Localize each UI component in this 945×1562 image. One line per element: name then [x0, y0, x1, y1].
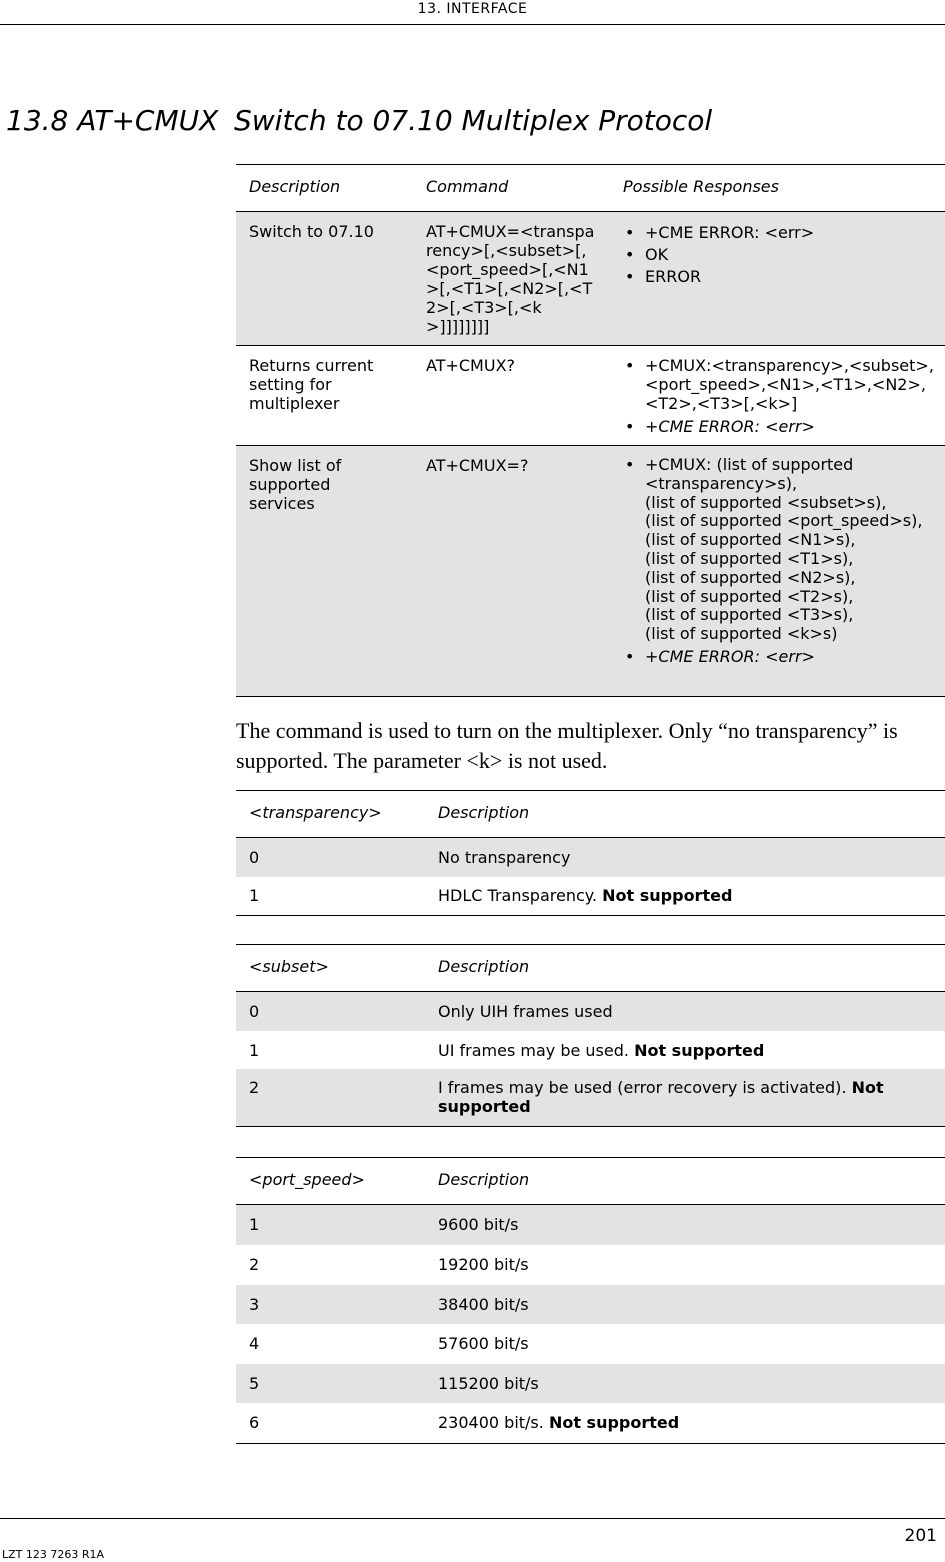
header-description: Description: [438, 1170, 530, 1189]
param-value: 1: [249, 1215, 260, 1234]
command-table-header: [236, 164, 945, 212]
command-syntax: AT+CMUX?: [426, 356, 516, 375]
response-item: • OK: [623, 244, 938, 266]
param-description: 57600 bit/s: [438, 1334, 529, 1353]
command-row: [236, 212, 945, 346]
subset-table-header: [236, 944, 945, 992]
table-row: [236, 1069, 945, 1127]
command-description: Returns current setting for multiplexer: [249, 356, 374, 413]
param-value: 2: [249, 1255, 260, 1274]
param-description: Only UIH frames used: [438, 1002, 613, 1021]
subset-table: [236, 944, 945, 1127]
param-description: 9600 bit/s: [438, 1215, 519, 1234]
header-description: Description: [438, 957, 530, 976]
param-value: 1: [249, 1041, 260, 1060]
header-description: Description: [438, 803, 530, 822]
param-value: 4: [249, 1334, 260, 1353]
response-item: • +CMUX: (list of supported <transparency>s), (list of supported <subset>s), (list of supported <port_speed>s), (list of supported <N1>s), (list of supported <T1>s), (list of supported <N2>s), (list of supported <T2>s), (list of supported <T3>s), (list of supported <k>s): [623, 456, 938, 644]
header-description: Description: [249, 177, 341, 196]
section-title: [6, 104, 712, 137]
body-paragraph: The command is used to turn on the multiplexer. Only “no transparency” is supported. The parameter <k> is not used.: [236, 718, 898, 773]
table-row: [236, 1031, 945, 1069]
table-row: [236, 1403, 945, 1444]
header-command: Command: [426, 177, 509, 196]
command-table: [236, 164, 945, 697]
table-row: [236, 1285, 945, 1324]
response-item: • ERROR: [623, 266, 938, 288]
param-description: I frames may be used (error recovery is activated). Not supported: [438, 1078, 884, 1116]
param-description: No transparency: [438, 848, 571, 867]
table-row: [236, 1205, 945, 1245]
param-value: 6: [249, 1413, 260, 1432]
table-row: [236, 1324, 945, 1364]
header-parameter: <transparency>: [249, 803, 382, 822]
not-supported-note: Not supported: [438, 1078, 884, 1116]
response-item: • +CMUX:<transparency>,<subset>,<port_speed>,<N1>,<T1>,<N2>,<T2>,<T3>[,<k>]: [623, 356, 938, 413]
command-syntax: AT+CMUX=?: [426, 456, 529, 475]
table-row: [236, 838, 945, 877]
not-supported-note: Not supported: [548, 1413, 680, 1432]
response-list: [623, 222, 938, 288]
param-value: 1: [249, 886, 260, 905]
response-item: • +CME ERROR: <err>: [623, 648, 938, 667]
param-value: 5: [249, 1374, 260, 1393]
table-row: [236, 992, 945, 1031]
response-list: [623, 456, 938, 667]
param-value: 2: [249, 1078, 260, 1097]
response-item: • +CME ERROR: <err>: [623, 222, 938, 244]
not-supported-note: Not supported: [602, 886, 733, 905]
port-speed-table: [236, 1157, 945, 1444]
param-description: 230400 bit/s. Not supported: [438, 1413, 680, 1432]
port-speed-table-header: [236, 1157, 945, 1205]
param-description: HDLC Transparency. Not supported: [438, 886, 733, 905]
table-row: [236, 1245, 945, 1285]
section-heading: Switch to 07.10 Multiplex Protocol: [234, 104, 713, 137]
table-row: [236, 1364, 945, 1403]
param-description: UI frames may be used. Not supported: [438, 1041, 765, 1060]
param-value: 0: [249, 848, 260, 867]
not-supported-note: Not supported: [634, 1041, 765, 1060]
footer-rule: [0, 1518, 945, 1519]
header-parameter: <subset>: [249, 957, 329, 976]
param-description: 115200 bit/s: [438, 1374, 539, 1393]
running-header: 13. INTERFACE: [0, 0, 945, 25]
transparency-table-header: [236, 790, 945, 838]
table-row: [236, 877, 945, 916]
header-possible-responses: Possible Responses: [623, 177, 779, 196]
param-value: 3: [249, 1295, 260, 1314]
transparency-table: [236, 790, 945, 916]
command-row: [236, 446, 945, 697]
command-syntax: AT+CMUX=<transparency>[,<subset>[,<port_speed>[,<N1>[,<T1>[,<N2>[,<T2>[,<T3>[,<k>]]]]]]]]: [426, 222, 595, 336]
header-parameter: <port_speed>: [249, 1170, 365, 1189]
command-description: Switch to 07.10: [249, 222, 374, 241]
page-number: 201: [904, 1526, 937, 1546]
section-number: 13.8 AT+CMUX: [6, 104, 219, 137]
param-description: 38400 bit/s: [438, 1295, 529, 1314]
response-list: [623, 356, 938, 436]
param-value: 0: [249, 1002, 260, 1021]
document-id: LZT 123 7263 R1A: [2, 1548, 105, 1561]
command-description: Show list of supported services: [249, 456, 342, 513]
param-description: 19200 bit/s: [438, 1255, 529, 1274]
command-row: [236, 346, 945, 446]
response-item: • +CME ERROR: <err>: [623, 417, 938, 436]
